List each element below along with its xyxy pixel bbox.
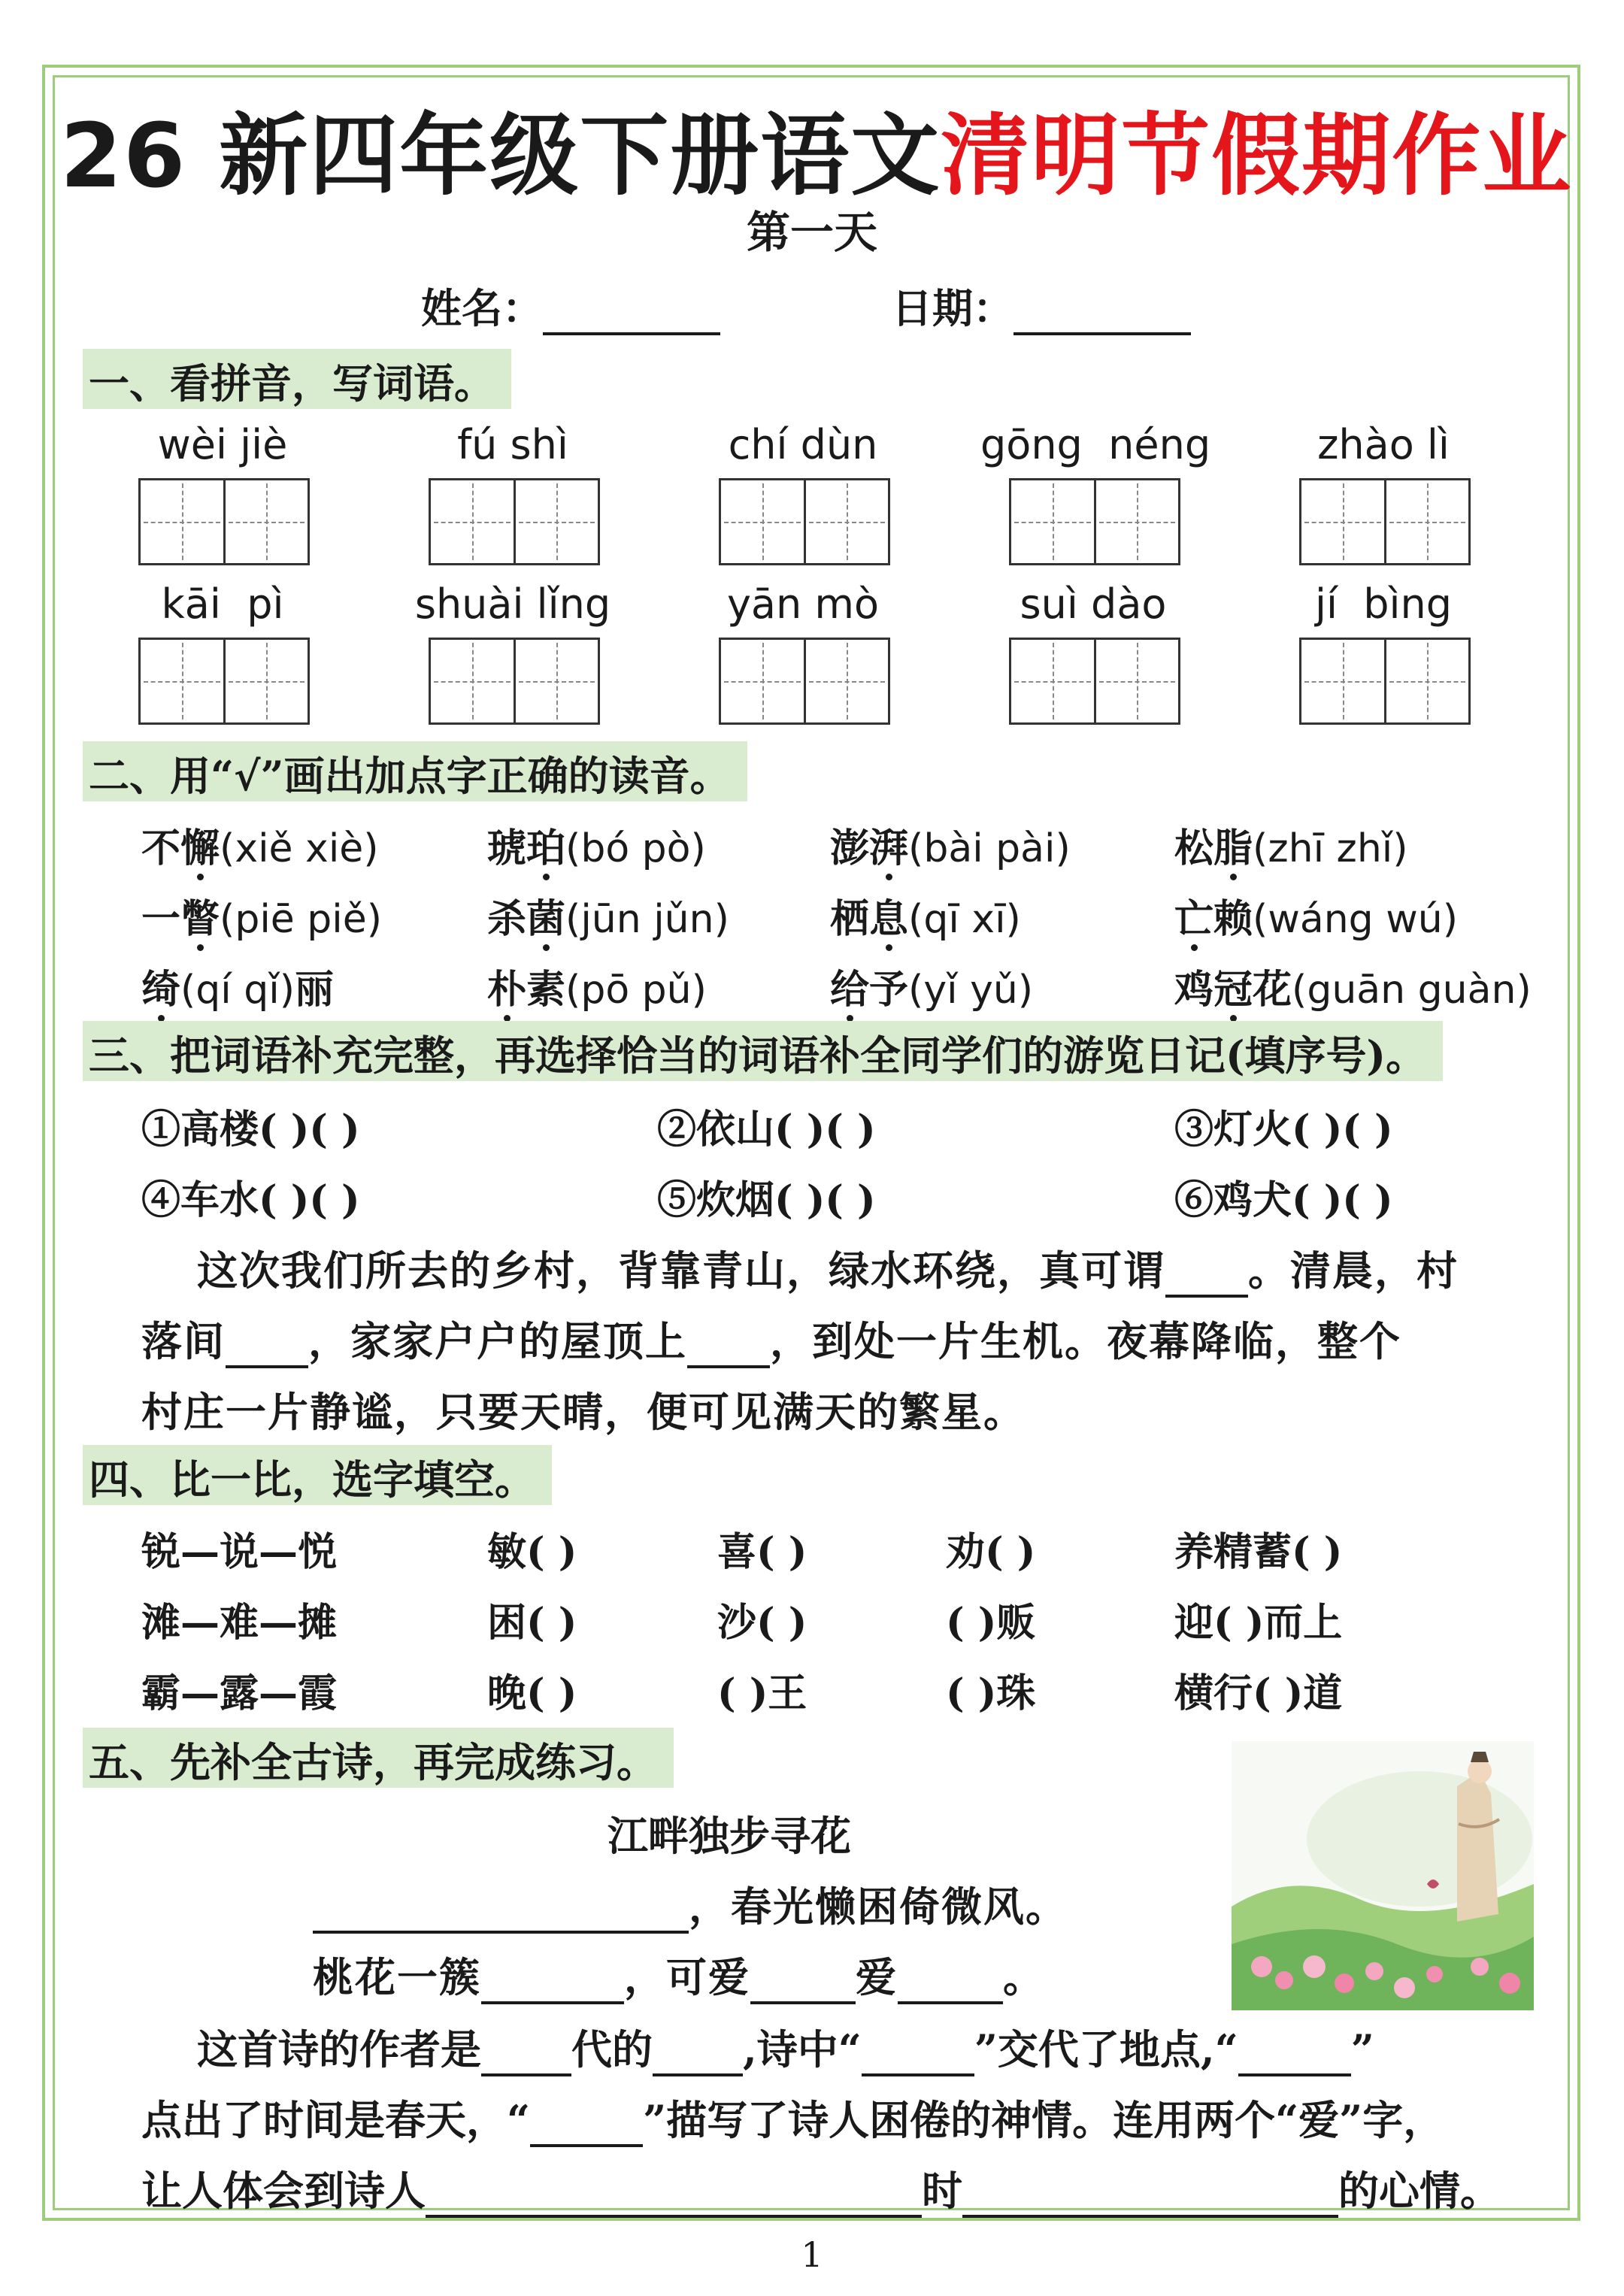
- diary-paragraph-line: 村庄一片静谧，只要天晴，便可见满天的繁星。: [141, 1388, 1026, 1436]
- pronunciation-item[interactable]: 绮(qí qǐ)丽: [141, 958, 334, 1014]
- idiom-blank-item[interactable]: ③灯火( )( ): [1174, 1107, 1393, 1153]
- answer-blank[interactable]: [862, 2025, 974, 2076]
- poem-question-line: 点出了时间是春天，“ ”描写了诗人困倦的神情。连用两个“爱”字，: [141, 2089, 1444, 2147]
- name-label: 姓名：: [421, 284, 543, 332]
- answer-blank[interactable]: [481, 1953, 624, 2004]
- pronunciation-item[interactable]: 一瞥(piē piě): [141, 887, 382, 944]
- writing-grid[interactable]: [1299, 478, 1471, 565]
- answer-blank[interactable]: [313, 1883, 689, 1934]
- title-highlight: 清明节假期作业: [941, 104, 1573, 207]
- pinyin-label: fú shì: [457, 421, 568, 468]
- section-1-heading: 一、看拼音，写词语。: [83, 349, 511, 409]
- writing-grid[interactable]: [719, 478, 890, 565]
- writing-grid[interactable]: [1009, 638, 1180, 725]
- pinyin-label: suì dào: [1020, 580, 1167, 628]
- answer-blank[interactable]: [1238, 2025, 1351, 2076]
- poem-line-2: 桃花一簇 ，可爱 爱 。: [313, 1946, 1045, 2004]
- char-blank[interactable]: 敏( ): [487, 1529, 577, 1575]
- answer-blank[interactable]: [687, 1317, 770, 1368]
- char-group: 霸—露—霞: [141, 1671, 338, 1716]
- writing-grid[interactable]: [1009, 478, 1180, 565]
- char-blank[interactable]: 劝( ): [946, 1529, 1036, 1575]
- char-group: 滩—难—摊: [141, 1600, 338, 1646]
- pronunciation-item[interactable]: 松脂(zhī zhǐ): [1174, 816, 1408, 873]
- char-blank[interactable]: 晚( ): [487, 1671, 577, 1716]
- date-blank[interactable]: [1013, 284, 1191, 335]
- pinyin-label: chí dùn: [728, 421, 878, 468]
- answer-blank[interactable]: [962, 2167, 1338, 2218]
- pronunciation-item[interactable]: 朴素(pō pǔ): [487, 958, 707, 1014]
- char-blank[interactable]: 喜( ): [717, 1529, 807, 1575]
- pinyin-label: shuài lǐng: [414, 580, 611, 628]
- poem-line-1: ，春光懒困倚微风。: [313, 1875, 1068, 1934]
- pronunciation-item[interactable]: 亡赖(wáng wú): [1174, 887, 1458, 944]
- char-blank[interactable]: 困( ): [487, 1600, 577, 1646]
- pronunciation-item[interactable]: 给予(yǐ yǔ): [830, 958, 1033, 1014]
- pinyin-label: yān mò: [726, 580, 880, 628]
- char-blank[interactable]: ( )王: [717, 1671, 807, 1716]
- poem-question-line: 让人体会到诗人 时 的心情。: [141, 2159, 1501, 2218]
- writing-grid[interactable]: [719, 638, 890, 725]
- pronunciation-item[interactable]: 鸡冠花(guān guàn): [1174, 958, 1532, 1014]
- section-2-heading: 二、用“√”画出加点字正确的读音。: [83, 741, 747, 801]
- char-blank[interactable]: 沙( ): [717, 1600, 807, 1646]
- pronunciation-item[interactable]: 栖息(qī xī): [830, 887, 1021, 944]
- page-number: 1: [801, 2234, 823, 2275]
- char-blank[interactable]: 迎( )而上: [1174, 1600, 1343, 1646]
- day-subtitle: 第一天: [746, 207, 877, 258]
- char-group: 锐—说—悦: [141, 1529, 338, 1575]
- answer-blank[interactable]: [1165, 1246, 1248, 1298]
- pronunciation-item[interactable]: 澎湃(bài pài): [830, 816, 1071, 873]
- writing-grid[interactable]: [429, 638, 600, 725]
- poet-illustration: [1232, 1741, 1534, 2010]
- poem-question-line: 这首诗的作者是 代的 ,诗中“ ”交代了地点,“ ”: [197, 2018, 1374, 2076]
- section-3-heading: 三、把词语补充完整，再选择恰当的词语补全同学们的游览日记(填序号)。: [83, 1021, 1443, 1081]
- pinyin-label: gōng néng: [980, 421, 1211, 468]
- section-4-heading: 四、比一比，选字填空。: [83, 1445, 552, 1505]
- title-prefix: 26 新四年级下册语文: [60, 104, 941, 207]
- answer-blank[interactable]: [426, 2167, 922, 2218]
- idiom-blank-item[interactable]: ②依山( )( ): [657, 1107, 876, 1153]
- answer-blank[interactable]: [481, 2025, 571, 2076]
- char-blank[interactable]: ( )贩: [946, 1600, 1036, 1646]
- char-blank[interactable]: 横行( )道: [1174, 1671, 1343, 1716]
- answer-blank[interactable]: [653, 2025, 743, 2076]
- writing-grid[interactable]: [1299, 638, 1471, 725]
- diary-paragraph-line: 这次我们所去的乡村，背靠青山，绿水环绕，真可谓 。清晨，村: [197, 1239, 1459, 1298]
- answer-blank[interactable]: [898, 1953, 1003, 2004]
- answer-blank[interactable]: [226, 1317, 308, 1368]
- page-title: [60, 84, 1573, 212]
- section-5-heading: 五、先补全古诗，再完成练习。: [83, 1728, 674, 1788]
- pronunciation-item[interactable]: 琥珀(bó pò): [487, 816, 706, 873]
- answer-blank[interactable]: [530, 2096, 643, 2147]
- pronunciation-item[interactable]: 杀菌(jūn jǔn): [487, 887, 729, 944]
- idiom-blank-item[interactable]: ①高楼( )( ): [141, 1107, 360, 1153]
- writing-grid[interactable]: [429, 478, 600, 565]
- poem-title: 江畔独步寻花: [607, 1812, 851, 1860]
- idiom-blank-item[interactable]: ⑤炊烟( )( ): [657, 1177, 876, 1223]
- idiom-blank-item[interactable]: ④车水( )( ): [141, 1177, 360, 1223]
- answer-blank[interactable]: [750, 1953, 856, 2004]
- idiom-blank-item[interactable]: ⑥鸡犬( )( ): [1174, 1177, 1393, 1223]
- writing-grid[interactable]: [138, 638, 310, 725]
- pinyin-label: jí bìng: [1314, 580, 1453, 628]
- char-blank[interactable]: ( )珠: [946, 1671, 1036, 1716]
- date-field: [892, 277, 1191, 335]
- pinyin-label: wèi jiè: [157, 421, 288, 468]
- name-blank[interactable]: [543, 284, 720, 335]
- char-blank[interactable]: 养精蓄( ): [1174, 1529, 1343, 1575]
- writing-grid[interactable]: [138, 478, 310, 565]
- pronunciation-item[interactable]: 不懈(xiě xiè): [141, 816, 379, 873]
- name-field: [421, 277, 720, 335]
- date-label: 日期：: [892, 284, 1013, 332]
- diary-paragraph-line: 落间 ，家家户户的屋顶上 ，到处一片生机。夜幕降临，整个: [141, 1310, 1401, 1368]
- pinyin-label: kāi pì: [161, 580, 284, 628]
- pinyin-label: zhào lì: [1317, 421, 1450, 468]
